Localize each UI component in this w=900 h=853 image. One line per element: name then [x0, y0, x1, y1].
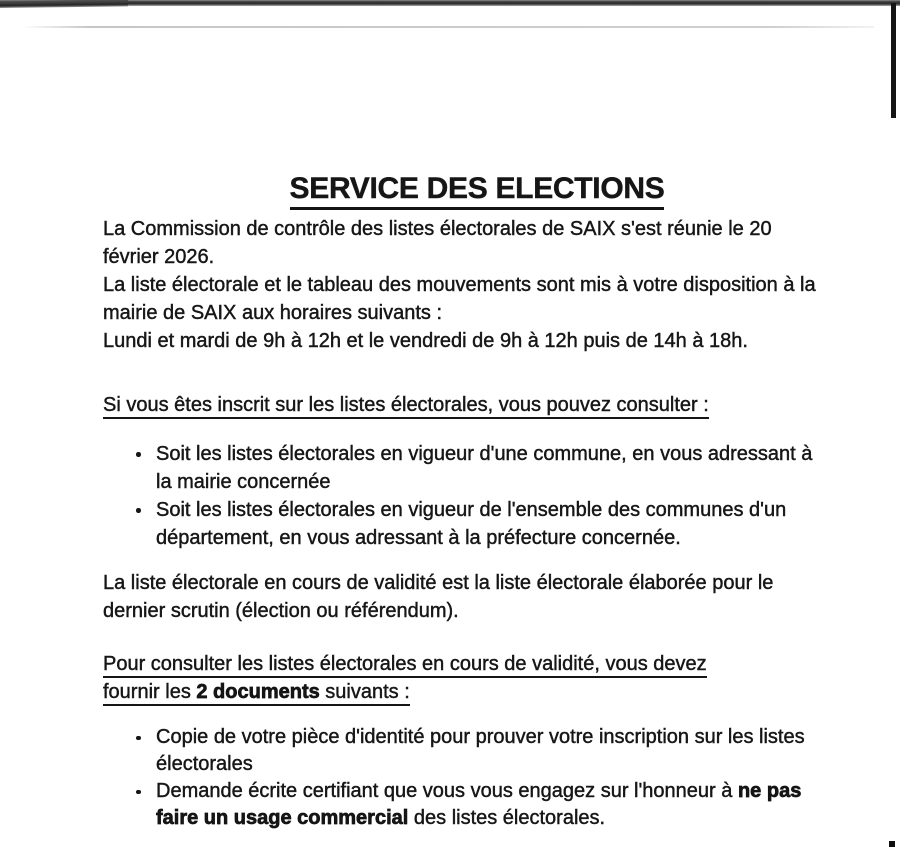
text-line	[103, 299, 870, 327]
text-segment: Si vous êtes inscrit sur les listes électorales, vous pouvez consulter :	[103, 394, 709, 416]
underlined-text	[103, 681, 410, 706]
text-segment: Lundi et mardi de 9h à 12h et le vendredi de 9h à 12h puis de 14h à 18h.	[103, 330, 748, 352]
text-line	[103, 569, 870, 597]
documents-list	[103, 724, 870, 832]
intro-paragraph	[103, 215, 870, 355]
text-segment: fournir les	[103, 681, 197, 703]
consult-options-list	[103, 440, 870, 552]
text-line	[103, 440, 870, 468]
scan-top-left-mark	[0, 0, 128, 8]
text-segment: La Commission de contrôle des listes électorales de SAIX s'est réunie le 20	[103, 218, 772, 240]
underlined-text	[103, 394, 709, 419]
scan-right-bar-artifact	[891, 3, 896, 118]
text-segment: Demande écrite certifiant que vous vous engagez sur l'honneur à	[156, 780, 738, 802]
bold-text: faire un usage commercial	[156, 807, 409, 829]
text-segment: La liste électorale en cours de validité est la liste électorale élaborée pour le	[103, 572, 774, 594]
bullet-marker-icon	[136, 736, 141, 741]
text-segment: la mairie concernée	[156, 471, 331, 493]
text-line	[103, 805, 870, 832]
text-line	[103, 271, 870, 299]
text-line	[103, 524, 870, 552]
text-line	[103, 391, 870, 419]
text-segment: février 2026.	[103, 246, 215, 268]
text-segment: La liste électorale et le tableau des mouvements sont mis à votre disposition à la	[103, 274, 816, 296]
bullet-marker-icon	[136, 508, 141, 513]
text-line	[103, 243, 870, 271]
text-line	[103, 327, 870, 355]
text-segment: dernier scrutin (élection ou référendum).	[103, 600, 459, 622]
bold-text: 2 documents	[196, 681, 320, 703]
text-segment: Soit les listes électorales en vigueur d'une commune, en vous adressant à	[156, 443, 813, 465]
text-line	[103, 496, 870, 524]
text-segment: électorales	[156, 753, 253, 775]
text-line	[103, 778, 870, 805]
text-segment: département, en vous adressant à la préfecture concernée.	[156, 527, 681, 549]
scan-paper-edge-line	[22, 26, 874, 28]
text-line	[103, 678, 870, 706]
text-line	[103, 650, 870, 678]
text-line	[103, 468, 870, 496]
scan-corner-dot-artifact	[889, 841, 895, 847]
text-line	[103, 215, 870, 243]
bullet-marker-icon	[136, 790, 141, 795]
bullet-marker-icon	[136, 452, 141, 457]
text-segment: Soit les listes électorales en vigueur de l'ensemble des communes d'un	[156, 499, 787, 521]
documents-heading	[103, 650, 870, 706]
bold-text: ne pas	[737, 780, 802, 802]
text-segment: Pour consulter les listes électorales en cours de validité, vous devez	[103, 653, 707, 675]
validity-paragraph	[103, 569, 870, 625]
text-segment: Copie de votre pièce d'identité pour prouver votre inscription sur les listes	[156, 726, 805, 748]
text-line	[103, 724, 870, 751]
text-segment: suivants :	[319, 681, 410, 703]
underlined-text	[103, 653, 707, 678]
page-title-text: SERVICE DES ELECTIONS	[290, 172, 665, 210]
text-segment: des listes électorales.	[408, 807, 606, 829]
page-title	[54, 172, 900, 206]
text-segment: mairie de SAIX aux horaires suivants :	[103, 302, 443, 324]
consult-heading	[103, 391, 870, 419]
scan-top-edge-artifact	[0, 0, 900, 6]
text-line	[103, 597, 870, 625]
text-line	[103, 751, 870, 778]
